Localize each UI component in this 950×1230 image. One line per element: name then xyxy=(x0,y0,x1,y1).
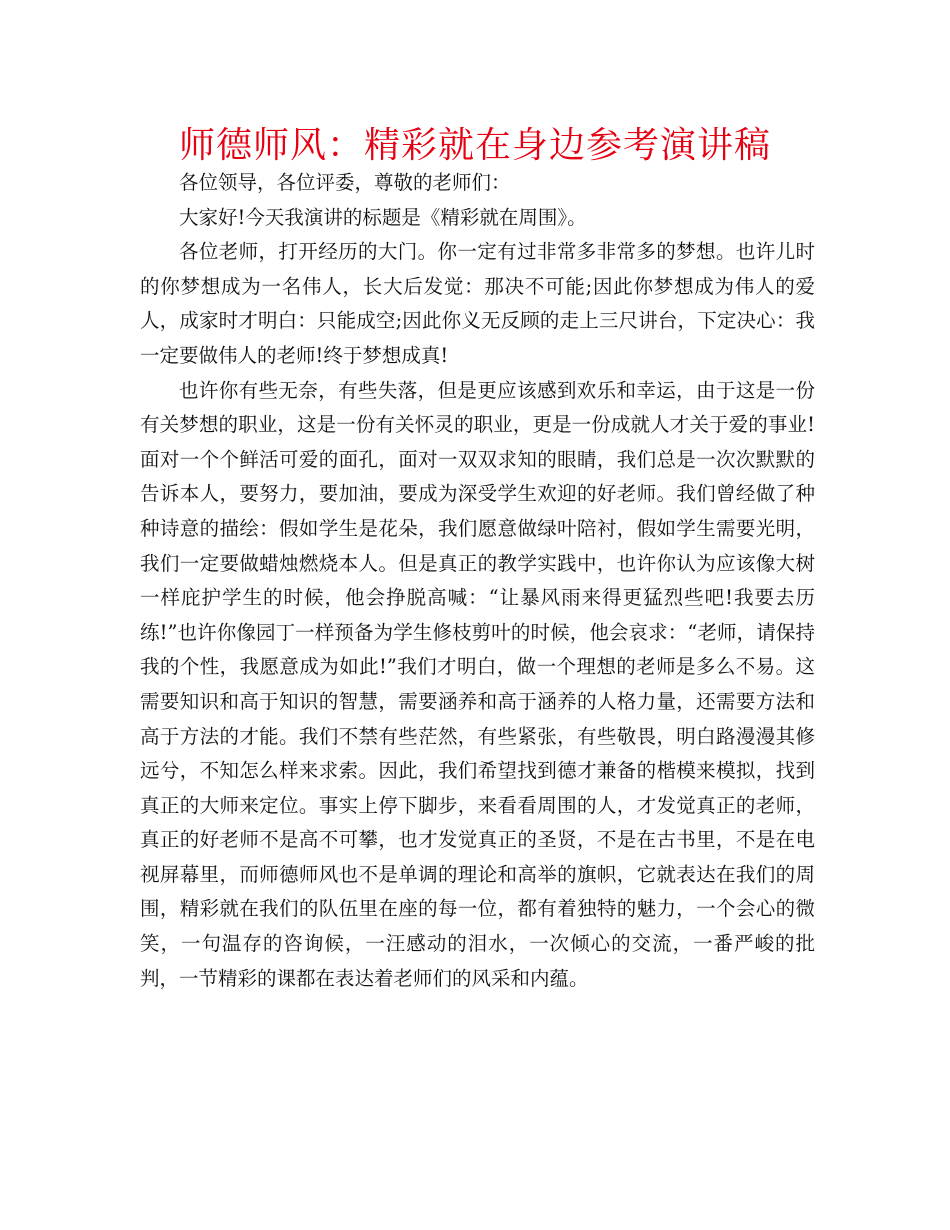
paragraph-dreams: 各位老师，打开经历的大门。你一定有过非常多非常多的梦想。也许儿时的你梦想成为一名伟人，长大后发觉：那决不可能;因此你梦想成为伟人的爱人，成家时才明白：只能成空;因此你义无反顾的走上三尺讲台，下定决心：我一定要做伟人的老师!终于梦想成真! xyxy=(140,240,815,367)
page-title: 师德师风：精彩就在身边参考演讲稿 xyxy=(178,125,771,166)
paragraph-greeting: 各位领导，各位评委，尊敬的老师们： xyxy=(179,171,511,194)
paragraph-main: 也许你有些无奈，有些失落，但是更应该感到欢乐和幸运，由于这是一份有关梦想的职业，这是一份有关怀灵的职业，更是一份成就人才关于爱的事业!面对一个个鲜活可爱的面孔，面对一双双求知的眼睛，我们总是一次次默默的告诉本人，要努力，要加油，要成为深受学生欢迎的好老师。我们曾经做了种种诗意的描绘：假如学生是花朵，我们愿意做绿叶陪衬，假如学生需要光明，我们一定要做蜡烛燃烧本人。但是真正的教学实践中，也许你认为应该像大树一样庇护学生的时候，他会挣脱高喊：“让暴风雨来得更猛烈些吧!我要去历练!”也许你像园丁一样预备为学生修枝剪叶的时候，他会哀求：“老师，请保持我的个性，我愿意成为如此!”我们才明白，做一个理想的老师是多么不易。这需要知识和高于知识的智慧，需要涵养和高于涵养的人格力量，还需要方法和高于方法的才能。我们不禁有些茫然，有些紧张，有些敬畏，明白路漫漫其修远兮，不知怎么样来求索。因此，我们希望找到德才兼备的楷模来模拟，找到真正的大师来定位。事实上停下脚步，来看看周围的人，才发觉真正的老师，真正的好老师不是高不可攀，也才发觉真正的圣贤，不是在古书里，不是在电视屏幕里，而师德师风也不是单调的理论和高举的旗帜，它就表达在我们的周围，精彩就在我们的队伍里在座的每一位，都有着独特的魅力，一个会心的微笑，一句温存的咨询候，一汪感动的泪水，一次倾心的交流，一番严峻的批判，一节精彩的课都在表达着老师们的风采和内蕴。 xyxy=(140,378,815,990)
speech-body xyxy=(140,166,815,996)
paragraph-intro: 大家好!今天我演讲的标题是《精彩就在周围》。 xyxy=(179,205,587,229)
